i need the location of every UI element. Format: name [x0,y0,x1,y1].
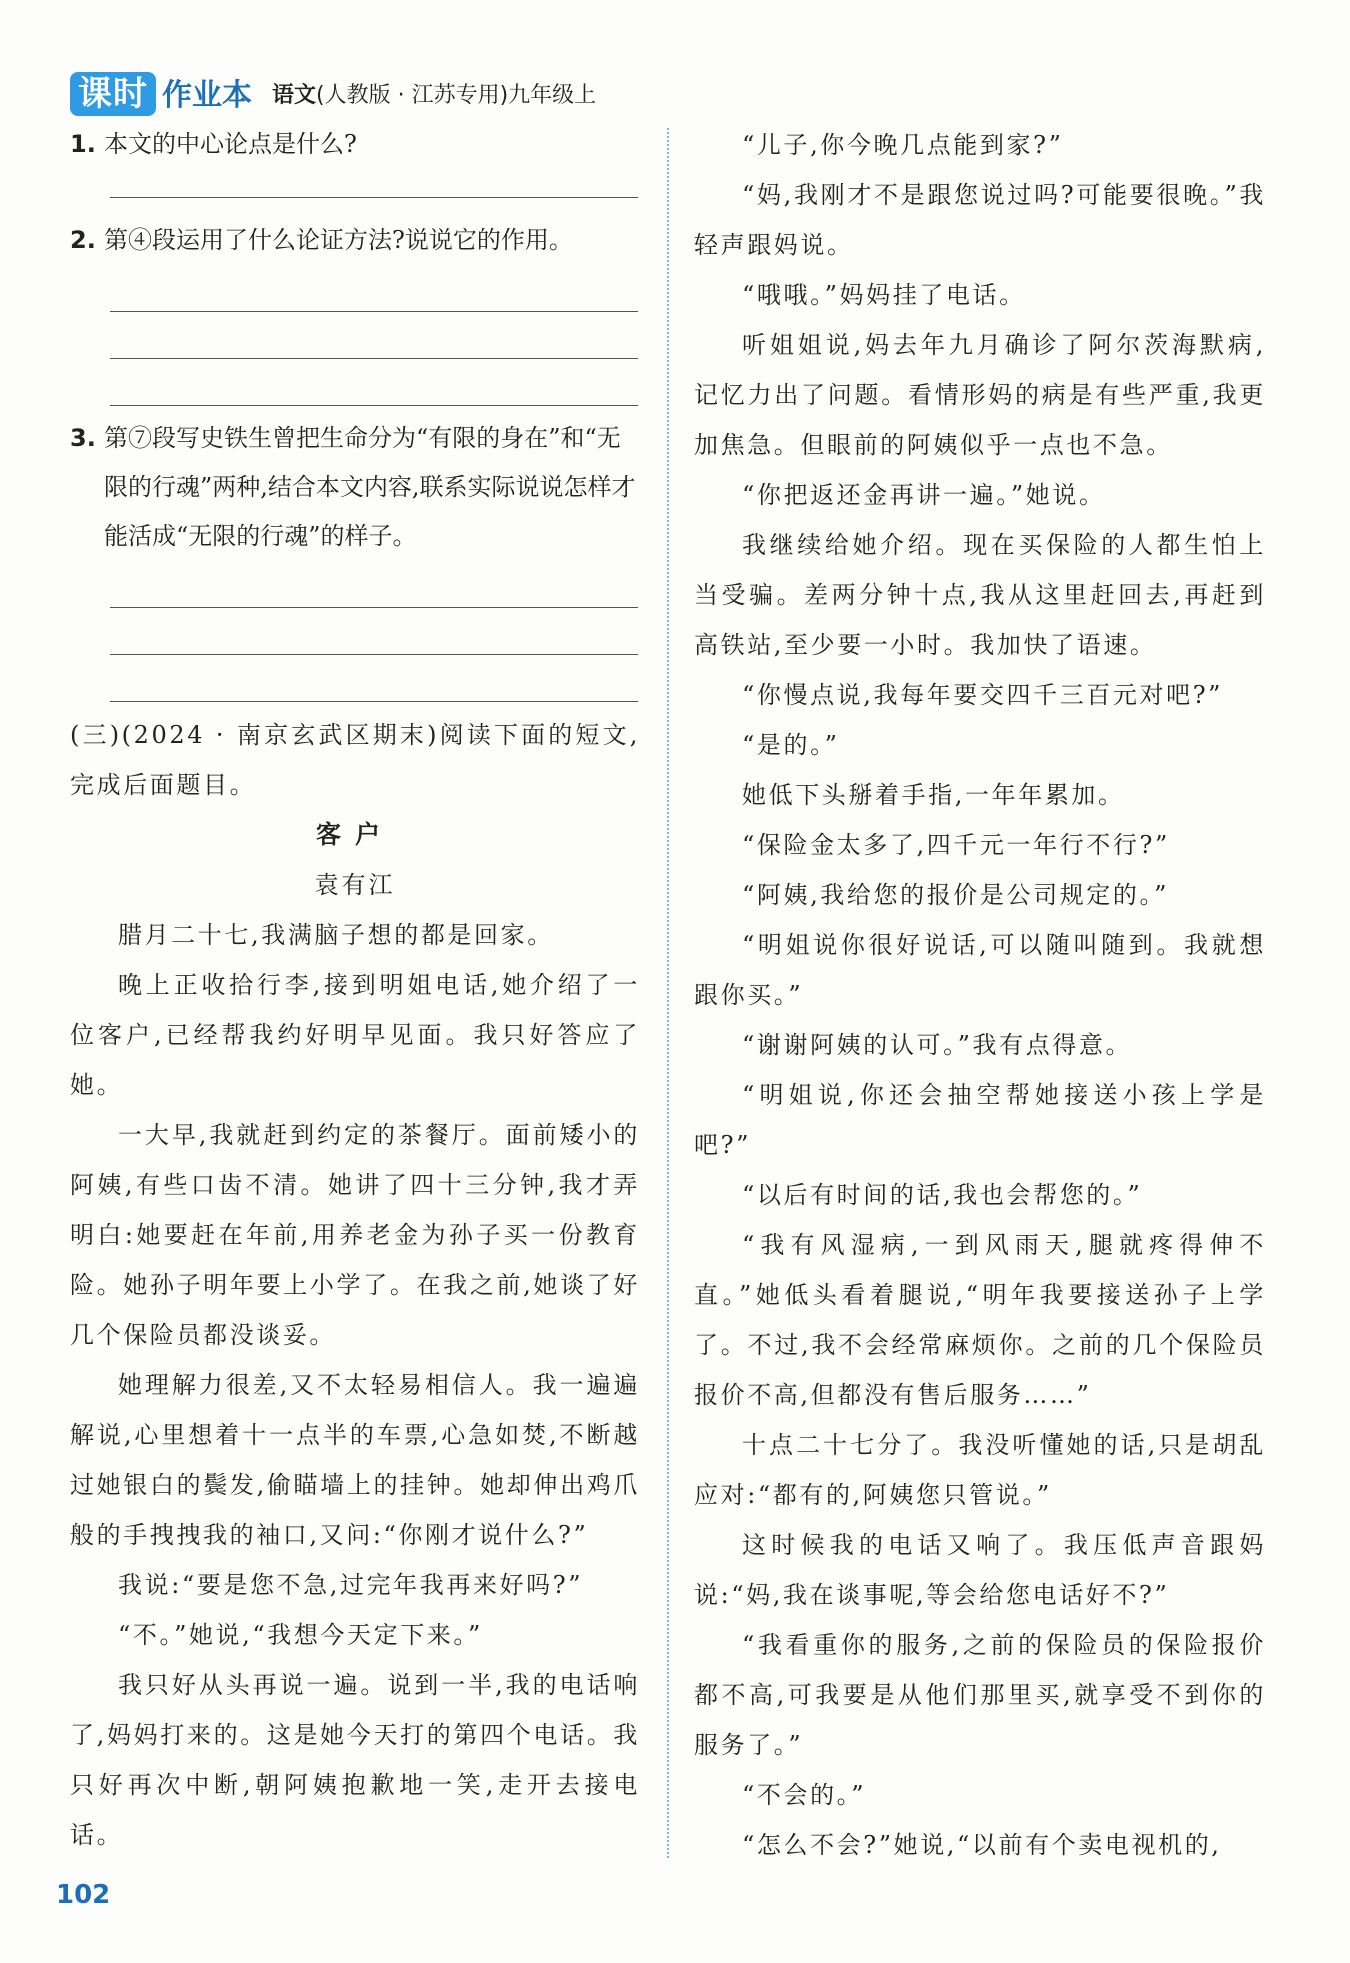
subject-label [272,76,596,116]
question-1 [70,120,640,169]
answer-line[interactable] [110,265,638,312]
page-number: 102 [56,1880,111,1910]
story-paragraph: “阿姨,我给您的报价是公司规定的。” [742,881,1169,909]
story-paragraph: “保险金太多了,四千元一年行不行?” [742,831,1170,859]
story-paragraph: “是的。” [742,731,840,759]
story-paragraph: “你把返还金再讲一遍。”她说。 [742,481,1106,509]
answer-line[interactable] [110,169,638,198]
subject-name: 语文 [272,83,317,108]
question-number: 1. [70,130,96,158]
story-paragraph: “儿子,你今晚几点能到家?” [742,131,1064,159]
story-paragraph: 她低下头掰着手指,一年年累加。 [742,781,1125,809]
story-title: 客户 [315,820,394,849]
answer-line[interactable] [110,561,638,608]
story-paragraph: “妈,我刚才不是跟您说过吗?可能要很晚。”我轻声跟妈说。 [694,181,1266,259]
question-number: 2. [70,226,96,254]
story-paragraph: 她理解力很差,又不太轻易相信人。我一遍遍解说,心里想着十一点半的车票,心急如焚,不断越过她银白的鬓发,偷瞄墙上的挂钟。她却伸出鸡爪般的手拽拽我的袖口,又问:“你刚才说什么?” [70,1371,640,1549]
story-paragraph: “我看重你的服务,之前的保险员的保险报价都不高,可我要是从他们那里买,就享受不到你的服务了。” [694,1631,1266,1759]
story-paragraph: “明姐说,你还会抽空帮她接送小孩上学是吧?” [694,1081,1266,1159]
story-paragraph: 我说:“要是您不急,过完年我再来好吗?” [118,1571,584,1599]
story-paragraph: 我只好从头再说一遍。说到一半,我的电话响了,妈妈打来的。这是她今天打的第四个电话。我只好再次中断,朝阿姨抱歉地一笑,走开去接电话。 [70,1671,640,1849]
answer-line[interactable] [110,608,638,655]
story-paragraph: “你慢点说,我每年要交四千三百元对吧?” [742,681,1224,709]
story-paragraph: 晚上正收拾行李,接到明姐电话,她介绍了一位客户,已经帮我约好明早见面。我只好答应了她。 [70,971,640,1099]
story-paragraph: 腊月二十七,我满脑子想的都是回家。 [118,921,554,949]
story-paragraph: “谢谢阿姨的认可。”我有点得意。 [742,1031,1133,1059]
story-author: 袁有江 [314,871,396,899]
story-paragraph: 听姐姐说,妈去年九月确诊了阿尔茨海默病,记忆力出了问题。看情形妈的病是有些严重,我更加焦急。但眼前的阿姨似乎一点也不急。 [694,331,1266,459]
story-paragraph: 一大早,我就赶到约定的茶餐厅。面前矮小的阿姨,有些口齿不清。她讲了四十三分钟,我才弄明白:她要赶在年前,用养老金为孙子买一份教育险。她孙子明年要上小学了。在我之前,她谈了好几个保险员都没谈妥。 [70,1121,640,1349]
answer-line[interactable] [110,312,638,359]
question-text: 第④段运用了什么论证方法?说说它的作用。 [104,226,573,254]
column-divider [667,128,669,1858]
story-paragraph: “哦哦。”妈妈挂了电话。 [742,281,1026,309]
question-number: 3. [70,424,96,452]
series-logo-suffix: 作业本 [162,78,252,113]
story-paragraph: “以后有时间的话,我也会帮您的。” [742,1181,1143,1209]
answer-line[interactable] [110,359,638,406]
story-paragraph: 我继续给她介绍。现在买保险的人都生怕上当受骗。差两分钟十点,我从这里赶回去,再赶到高铁站,至少要一小时。我加快了语速。 [694,531,1266,659]
question-text: 本文的中心论点是什么? [104,130,357,158]
left-column [70,120,640,1860]
section-intro: (三)(2024 · 南京玄武区期末)阅读下面的短文,完成后面题目。 [70,721,640,799]
story-paragraph: “不。”她说,“我想今天定下来。” [118,1621,483,1649]
page-header [70,72,596,116]
series-logo: 课时 [70,72,156,116]
question-3 [70,414,640,561]
question-2 [70,216,640,265]
story-paragraph: “明姐说你很好说话,可以随叫随到。我就想跟你买。” [694,931,1266,1009]
right-column [694,120,1266,1870]
story-paragraph: “我有风湿病,一到风雨天,腿就疼得伸不直。”她低头看着腿说,“明年我要接送孙子上学了。不过,我不会经常麻烦你。之前的几个保险员报价不高,但都没有售后服务……” [694,1231,1266,1409]
edition-label: (人教版 · 江苏专用)九年级上 [316,83,597,108]
story-paragraph: 这时候我的电话又响了。我压低声音跟妈说:“妈,我在谈事呢,等会给您电话好不?” [694,1531,1266,1609]
story-paragraph: 十点二十七分了。我没听懂她的话,只是胡乱应对:“都有的,阿姨您只管说。” [694,1431,1266,1509]
answer-line[interactable] [110,655,638,702]
question-text: 第⑦段写史铁生曾把生命分为“有限的身在”和“无限的行魂”两种,结合本文内容,联系实际说说怎样才能活成“无限的行魂”的样子。 [104,424,636,550]
story-paragraph: “怎么不会?”她说,“以前有个卖电视机的, [742,1831,1222,1859]
story-paragraph: “不会的。” [742,1781,867,1809]
